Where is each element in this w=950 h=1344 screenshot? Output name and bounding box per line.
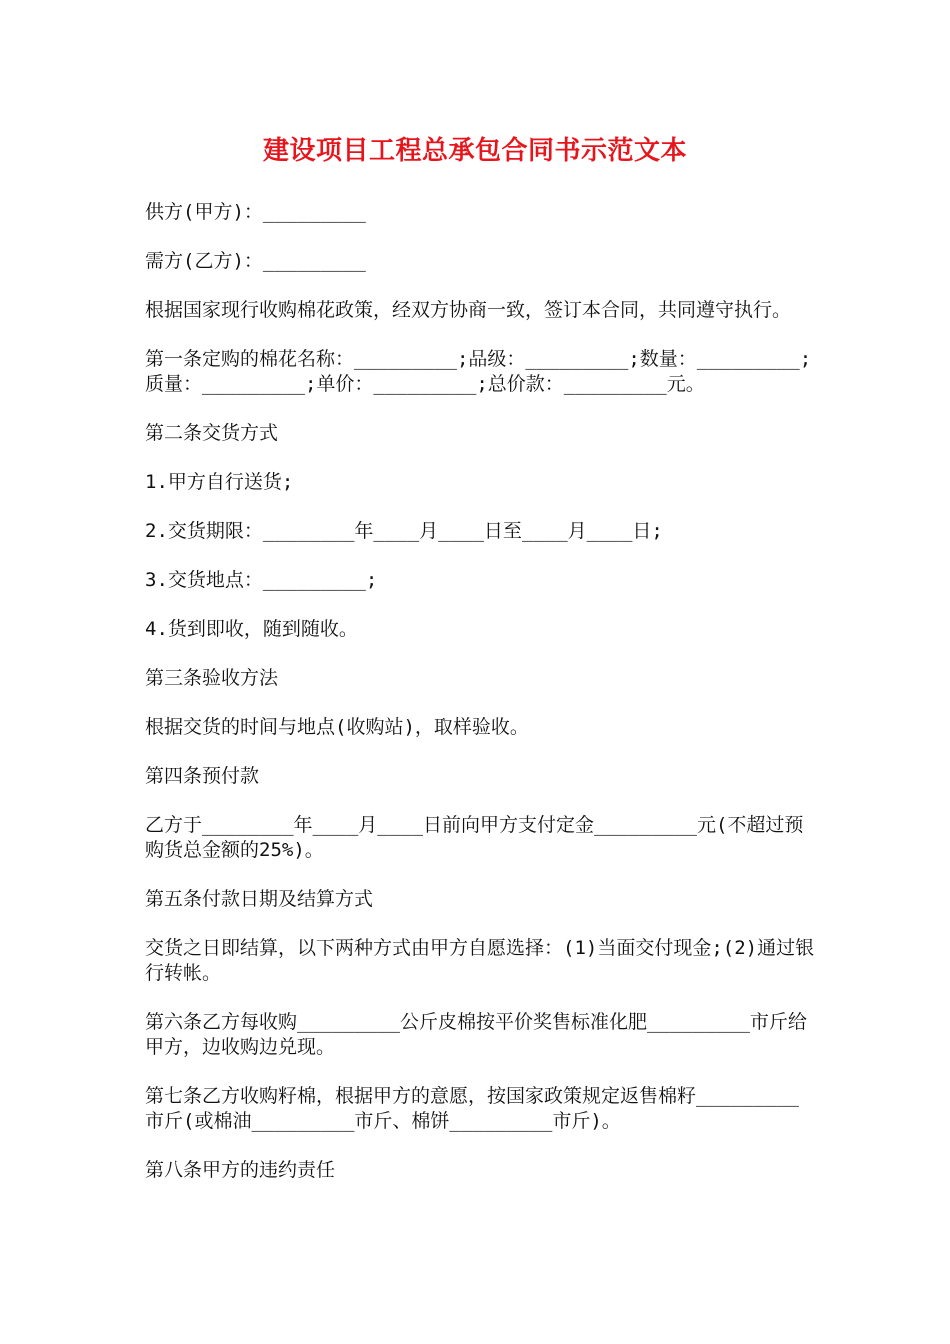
article-2-item-2: 2.交货期限：________年____月____日至____月____日; xyxy=(145,520,663,542)
document-title: 建设项目工程总承包合同书示范文本 xyxy=(262,136,687,166)
article-3-text: 根据交货的时间与地点(收购站)，取样验收。 xyxy=(145,716,529,738)
party-b-line: 需方(乙方)：_________ xyxy=(145,250,366,272)
article-8-heading: 第八条甲方的违约责任 xyxy=(145,1159,336,1181)
party-a-line: 供方(甲方)：_________ xyxy=(145,201,366,223)
article-3-heading: 第三条验收方法 xyxy=(145,667,279,689)
preamble: 根据国家现行收购棉花政策，经双方协商一致，签订本合同，共同遵守执行。 xyxy=(145,299,792,321)
article-2-item-3: 3.交货地点：_________; xyxy=(145,569,378,591)
article-2-heading: 第二条交货方式 xyxy=(145,422,279,444)
article-4-heading: 第四条预付款 xyxy=(145,765,260,787)
article-1: 第一条定购的棉花名称：_________;品级：_________;数量：_________;质量：_________;单价：_________;总价款：_________元。 xyxy=(145,348,812,395)
article-2-item-1: 1.甲方自行送货; xyxy=(145,471,294,493)
article-5-heading: 第五条付款日期及结算方式 xyxy=(145,888,374,910)
article-7: 第七条乙方收购籽棉，根据甲方的意愿，按国家政策规定返售棉籽_________市斤(或棉油_________市斤、棉饼_________市斤)。 xyxy=(145,1085,799,1132)
article-2-item-4: 4.货到即收，随到随收。 xyxy=(145,618,358,640)
document-body xyxy=(145,200,815,1207)
article-4-text: 乙方于________年____月____日前向甲方支付定金_________元(不超过预购货总金额的25%)。 xyxy=(145,814,804,861)
article-5-text: 交货之日即结算，以下两种方式由甲方自愿选择：(1)当面交付现金;(2)通过银行转帐。 xyxy=(145,937,815,984)
article-6: 第六条乙方每收购_________公斤皮棉按平价奖售标准化肥_________市斤给甲方，边收购边兑现。 xyxy=(145,1011,807,1058)
